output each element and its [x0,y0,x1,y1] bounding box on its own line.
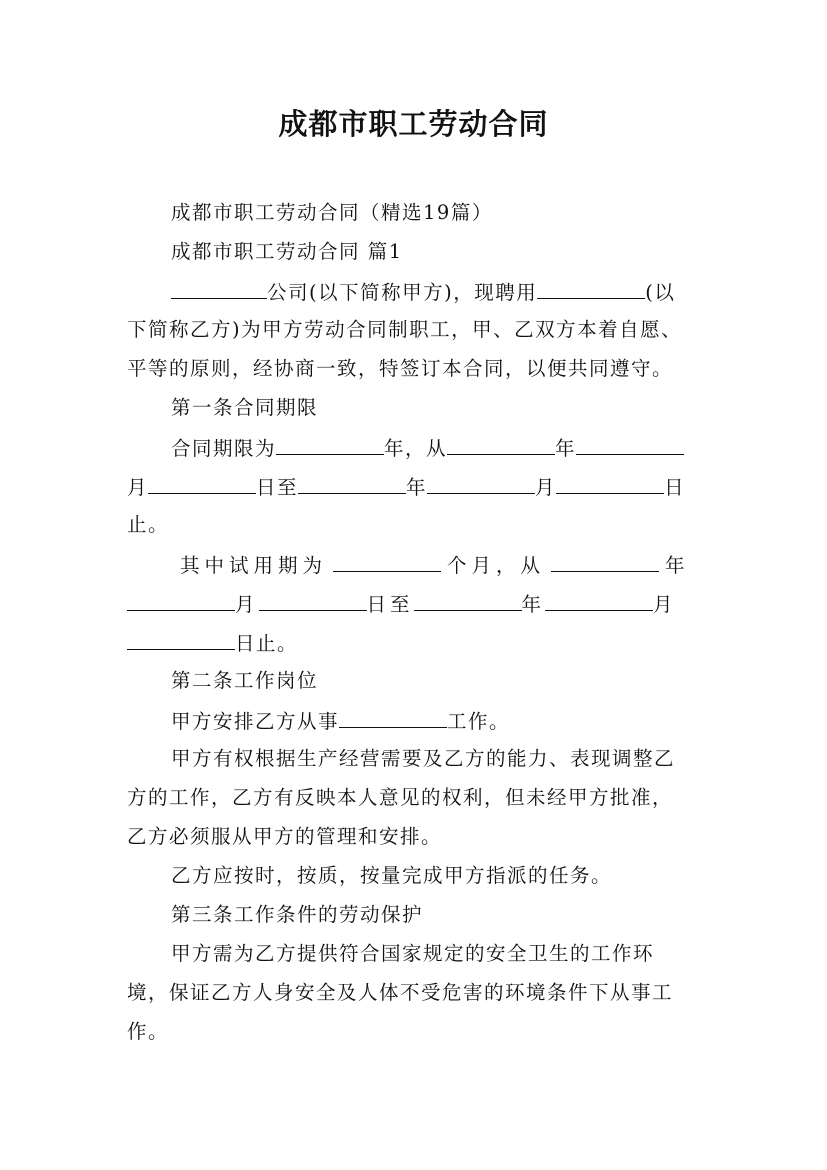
probation-months-blank [333,551,441,572]
term-text-g: 月 [535,476,557,499]
contract-term-line-2 [127,473,685,501]
intro-text-b: (以 [645,281,676,304]
probation-text-d: 月 [235,593,259,616]
start-month-blank [576,434,684,455]
document-title: 成都市职工劳动合同 [278,107,549,141]
article-3-heading: 第三条工作条件的劳动保护 [171,903,424,926]
article-1-heading: 第一条合同期限 [171,396,319,419]
company-name-blank [171,278,267,299]
end-year-blank [298,473,406,494]
term-text-c: 年 [555,437,577,460]
probation-end-month-blank [545,590,653,611]
term-text-h: 日 [664,476,686,499]
safety-paragraph-line-2: 境，保证乙方人身安全及人体不受危害的环境条件下从事工 [127,981,674,1004]
job-text-a: 甲方安排乙方从事 [171,710,340,733]
adjustment-paragraph-line-1: 甲方有权根据生产经营需要及乙方的能力、表现调整乙 [171,747,676,770]
probation-text-a: 其中试用期为 [180,554,328,577]
probation-start-month-blank [127,590,235,611]
safety-paragraph-line-1: 甲方需为乙方提供符合国家规定的安全卫生的工作环 [171,942,655,965]
job-assignment-line [171,707,510,735]
probation-start-day-blank [259,590,367,611]
employee-name-blank [537,278,645,299]
term-text-f: 年 [406,476,428,499]
probation-line-3 [127,629,298,657]
term-text-a: 合同期限为 [171,437,277,460]
intro-paragraph-line-1 [171,278,675,306]
intro-paragraph-line-2: 下简称乙方)为甲方劳动合同制职工，甲、乙双方本着自愿、 [127,318,683,341]
probation-end-year-blank [414,590,522,611]
probation-text-c: 年 [665,554,690,577]
probation-text-h: 日止。 [235,632,299,655]
term-years-blank [276,434,384,455]
document-subtitle: 成都市职工劳动合同（精选19篇） [171,201,493,224]
probation-text-g: 月 [653,593,677,616]
intro-paragraph-line-3: 平等的原则，经协商一致，特签订本合同，以便共同遵守。 [127,357,674,380]
start-year-blank [447,434,555,455]
task-paragraph: 乙方应按时，按质，按量完成甲方指派的任务。 [171,864,613,887]
end-day-blank [556,473,664,494]
term-text-d: 月 [127,476,149,499]
contract-term-line-1 [171,434,684,462]
probation-end-day-blank [127,629,235,650]
end-month-blank [427,473,535,494]
job-text-b: 工作。 [447,710,511,733]
probation-start-year-blank [551,551,659,572]
safety-paragraph-line-3: 作。 [127,1020,170,1043]
contract-term-line-3: 止。 [127,513,170,536]
probation-text-f: 年 [521,593,546,616]
adjustment-paragraph-line-2: 方的工作，乙方有反映本人意见的权利，但未经甲方批准， [127,786,674,809]
start-day-blank [148,473,256,494]
section-heading: 成都市职工劳动合同 篇1 [171,240,403,263]
probation-text-e: 日至 [366,593,414,616]
term-text-e: 日至 [256,476,299,499]
intro-text-a: 公司(以下简称甲方)，现聘用 [267,281,538,304]
adjustment-paragraph-line-3: 乙方必须服从甲方的管理和安排。 [127,825,443,848]
probation-line-2 [127,590,677,618]
article-2-heading: 第二条工作岗位 [171,669,319,692]
term-text-b: 年，从 [384,437,448,460]
job-title-blank [339,707,447,728]
probation-text-b: 个月，从 [447,554,546,577]
probation-line-1 [180,551,690,579]
